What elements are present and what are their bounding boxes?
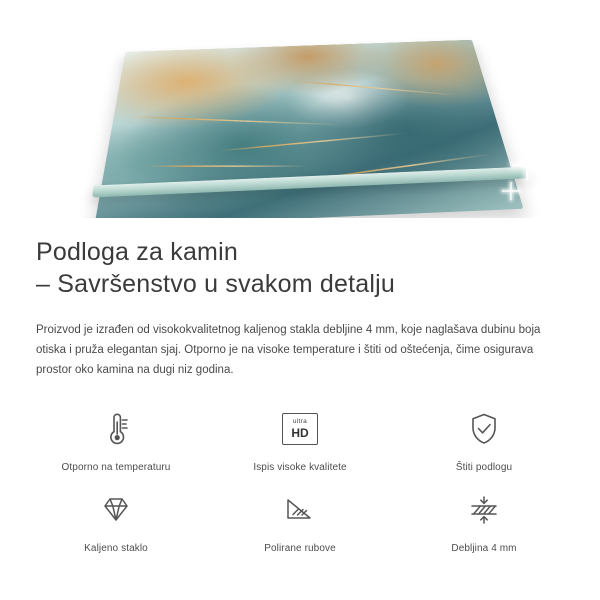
- shield-check-icon: [461, 406, 507, 452]
- ultra-hd-badge-bottom: HD: [291, 425, 309, 440]
- diamond-icon: [93, 487, 139, 533]
- thickness-icon: [461, 487, 507, 533]
- feature-label: Kaljeno staklo: [84, 543, 148, 554]
- ultra-hd-icon: [277, 406, 323, 452]
- feature-item-thickness: [392, 487, 576, 554]
- description-paragraph: Proizvod je izrađen od visokokvalitetnog kaljenog stakla debljine 4 mm, koje naglašava dubinu boja otiska i pruža elegantan sjaj. Otporno je na visoke temperature i štiti od oštećenja, čime osigurava prostor oko kamina na dugi niz godina.: [36, 324, 541, 376]
- headline-line-2: – Savršenstvo u svakom detalju: [36, 270, 395, 298]
- gold-vein: [219, 133, 407, 152]
- polished-edges-icon: [277, 487, 323, 533]
- ultra-hd-badge-top: ultra: [292, 418, 308, 426]
- page-title: [36, 236, 564, 300]
- feature-grid: [0, 406, 600, 554]
- gold-vein: [289, 80, 458, 96]
- feature-item-polished-edges: [208, 487, 392, 554]
- feature-label: Ispis visoke kvalitete: [253, 462, 347, 473]
- feature-item-print-quality: [208, 406, 392, 473]
- feature-label: Otporno na temperaturu: [61, 462, 171, 473]
- feature-label: Debljina 4 mm: [451, 543, 517, 554]
- feature-item-temperature: [24, 406, 208, 473]
- feature-label: Štiti podlogu: [455, 462, 513, 473]
- thermometer-icon: [93, 406, 139, 452]
- headline-line-1: Podloga za kamin: [36, 238, 238, 266]
- feature-item-protects-surface: [392, 406, 576, 473]
- feature-label: Polirane rubove: [264, 543, 336, 554]
- hero-image: [0, 0, 600, 218]
- gold-vein: [129, 116, 343, 126]
- content-block: [0, 218, 600, 380]
- feature-item-tempered-glass: [24, 487, 208, 554]
- gold-vein: [146, 165, 308, 166]
